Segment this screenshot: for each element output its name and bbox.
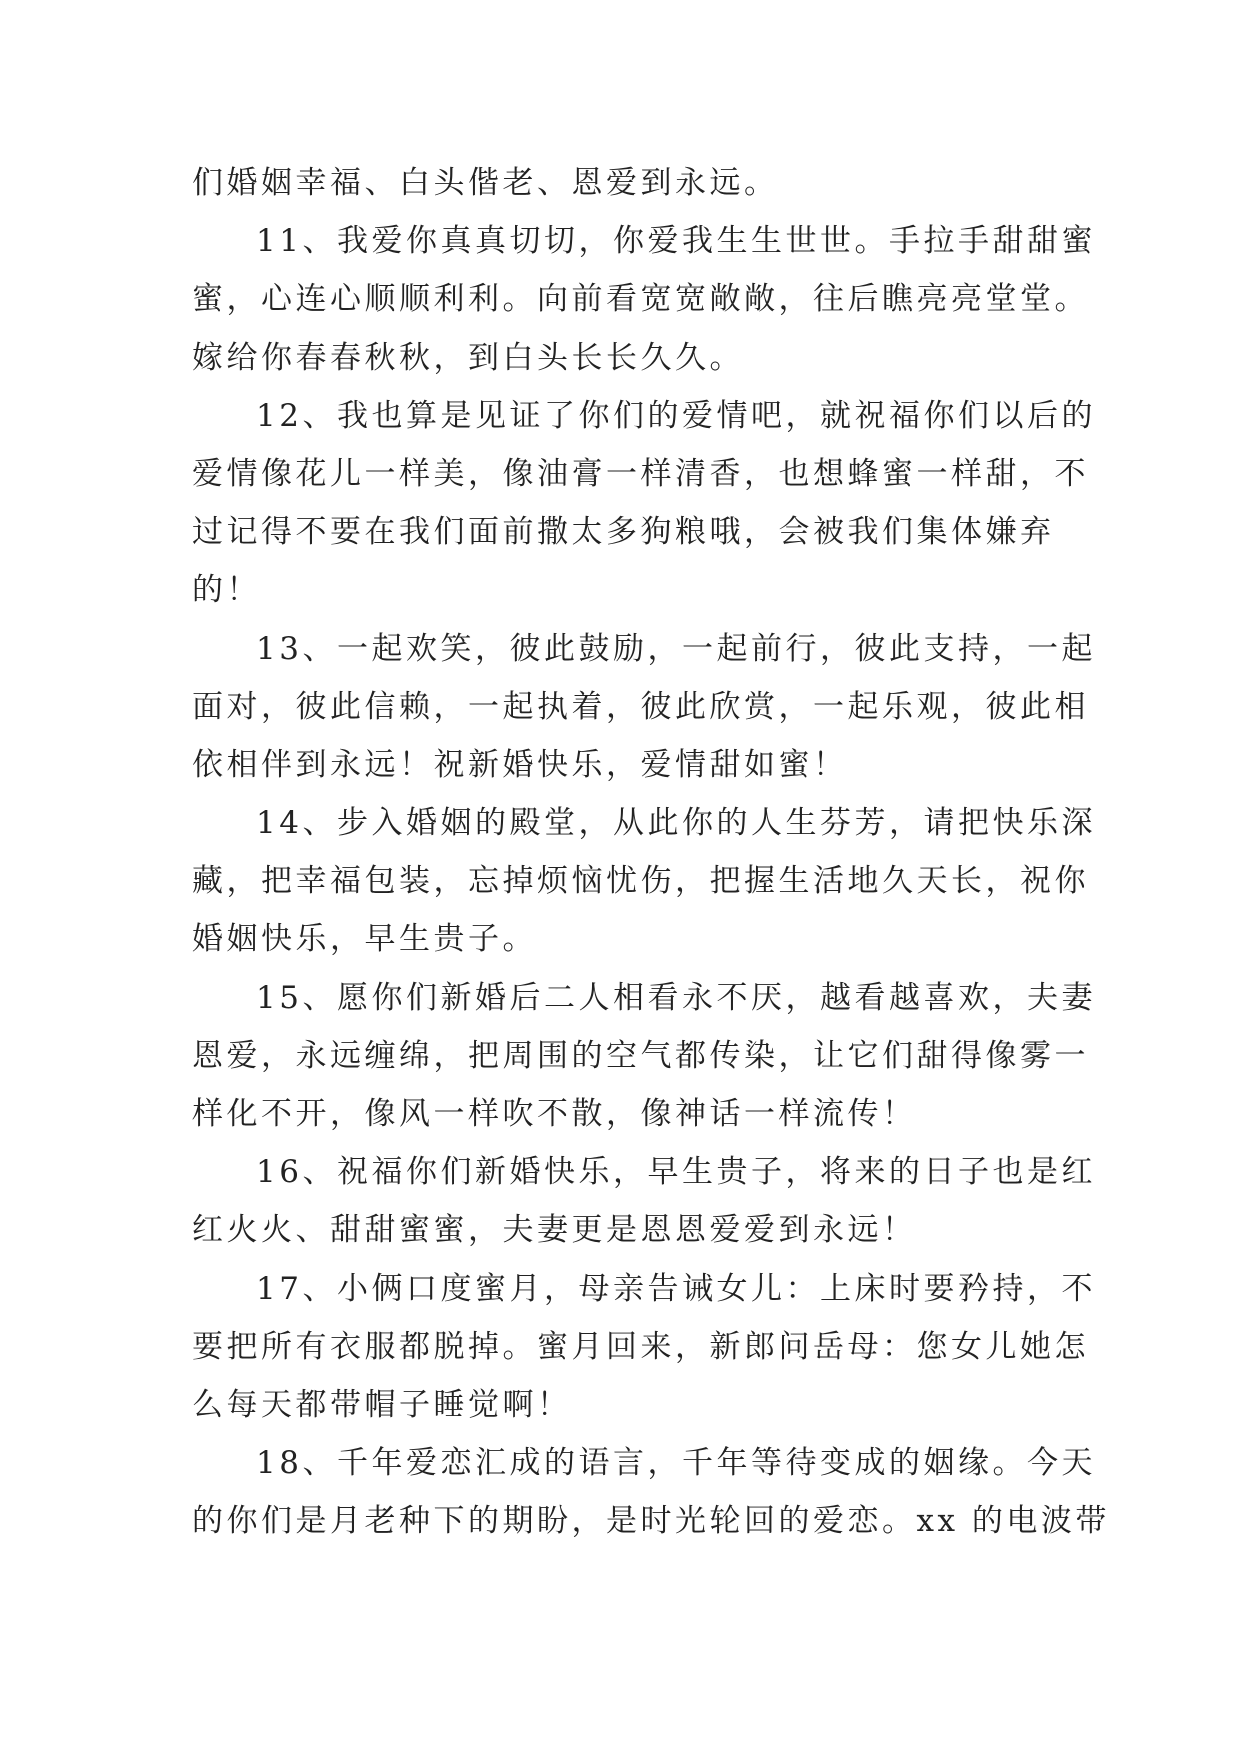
text-line: 依相伴到永远！祝新婚快乐，爱情甜如蜜！ (192, 746, 848, 783)
text-line: 红火火、甜甜蜜蜜，夫妻更是恩恩爱爱到永远！ (192, 1212, 917, 1249)
text-line: 嫁给你春春秋秋，到白头长长久久。 (192, 339, 744, 376)
text-line: 11、我爱你真真切切，你爱我生生世世。手拉手甜甜蜜 (256, 223, 1096, 260)
document-body (192, 154, 1110, 1551)
text-line: 18、千年爱恋汇成的语言，千年等待变成的姻缘。今天 (256, 1445, 1096, 1482)
text-line: 13、一起欢笑，彼此鼓励，一起前行，彼此支持，一起 (256, 630, 1096, 667)
text-line: 12、我也算是见证了你们的爱情吧，就祝福你们以后的 (256, 397, 1096, 434)
text-line: 样化不开，像风一样吹不散，像神话一样流传！ (192, 1096, 917, 1132)
text-line: 婚姻快乐，早生贵子。 (192, 921, 537, 958)
text-line: 过记得不要在我们面前撒太多狗粮哦，会被我们集体嫌弃 (192, 514, 1055, 551)
text-line: 的你们是月老种下的期盼，是时光轮回的爱恋。xx 的电波带 (192, 1503, 1110, 1540)
text-line: 面对，彼此信赖，一起执着，彼此欣赏，一起乐观，彼此相 (192, 688, 1089, 725)
text-line: 14、步入婚姻的殿堂，从此你的人生芬芳，请把快乐深 (256, 805, 1096, 842)
text-line: 们婚姻幸福、白头偕老、恩爱到永远。 (192, 165, 779, 201)
text-line: 蜜，心连心顺顺利利。向前看宽宽敞敞，往后瞧亮亮堂堂。 (192, 281, 1089, 318)
text-line: 15、愿你们新婚后二人相看永不厌，越看越喜欢，夫妻 (256, 979, 1096, 1016)
text-line: 么每天都带帽子睡觉啊！ (192, 1386, 572, 1423)
text-line: 的！ (192, 572, 261, 609)
text-line: 要把所有衣服都脱掉。蜜月回来，新郎问岳母：您女儿她怎 (192, 1328, 1089, 1365)
text-line: 爱情像花儿一样美，像油膏一样清香，也想蜂蜜一样甜，不 (192, 455, 1089, 492)
text-line: 藏，把幸福包装，忘掉烦恼忧伤，把握生活地久天长，祝你 (192, 863, 1089, 900)
text-line: 16、祝福你们新婚快乐，早生贵子，将来的日子也是红 (256, 1154, 1096, 1191)
text-line: 恩爱，永远缠绵，把周围的空气都传染，让它们甜得像雾一 (192, 1037, 1089, 1074)
text-line: 17、小俩口度蜜月，母亲告诫女儿：上床时要矜持，不 (256, 1270, 1096, 1307)
